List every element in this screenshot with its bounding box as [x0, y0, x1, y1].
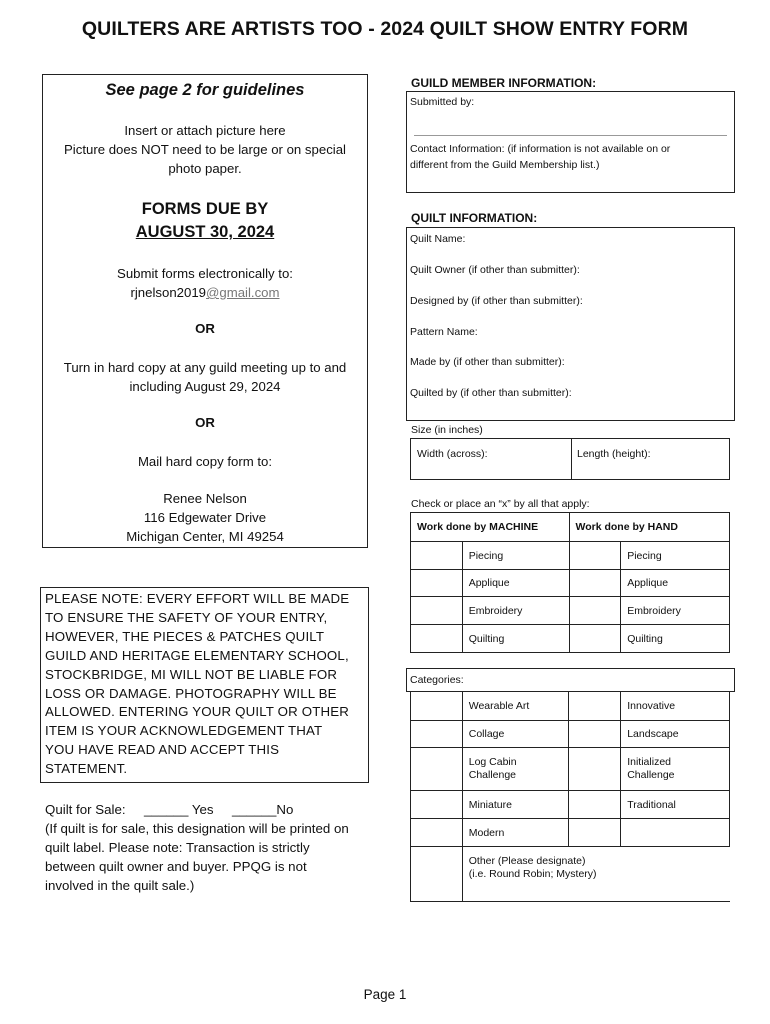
categories-label: Categories:: [410, 674, 464, 686]
machine-embroidery-checkbox[interactable]: [411, 597, 463, 625]
category-innovative: Innovative: [621, 692, 730, 721]
quilt-name-field[interactable]: Quilt Name:: [410, 233, 466, 245]
quilted-by-field[interactable]: Quilted by (if other than submitter):: [410, 387, 572, 399]
hand-embroidery-label: Embroidery: [621, 597, 730, 625]
machine-applique-label: Applique: [462, 570, 569, 597]
guild-info-box: [406, 91, 735, 193]
empty-checkbox[interactable]: [569, 819, 621, 847]
hand-embroidery-checkbox[interactable]: [569, 597, 621, 625]
length-field[interactable]: Length (height):: [577, 448, 651, 460]
designed-by-field[interactable]: Designed by (if other than submitter):: [410, 295, 583, 307]
hand-applique-checkbox[interactable]: [569, 570, 621, 597]
or-separator-1: OR: [195, 321, 215, 336]
category-miniature: Miniature: [462, 791, 569, 819]
sale-note-line: quilt label. Please note: Transaction is strictly: [45, 839, 310, 855]
note-line: LOSS OR DAMAGE. PHOTOGRAPHY WILL BE: [45, 685, 337, 701]
picture-instruction-3: photo paper.: [168, 161, 242, 176]
page-number: Page 1: [363, 987, 407, 1002]
submitted-by-field[interactable]: [414, 135, 727, 136]
traditional-checkbox[interactable]: [569, 791, 621, 819]
note-line: GUILD AND HERITAGE ELEMENTARY SCHOOL,: [45, 647, 349, 663]
category-log-cabin-challenge: Log Cabin Challenge: [462, 748, 569, 791]
other-checkbox[interactable]: [411, 847, 463, 902]
size-divider: [571, 438, 572, 480]
forms-due-heading: FORMS DUE BY: [141, 200, 269, 218]
email-user: rjnelson2019: [130, 285, 207, 300]
wearable-art-checkbox[interactable]: [411, 692, 463, 721]
landscape-checkbox[interactable]: [569, 721, 621, 748]
quilt-for-sale-section: [45, 801, 375, 896]
due-date-text: AUGUST 30, 2024: [135, 223, 275, 241]
note-line: TO ENSURE THE SAFETY OF YOUR ENTRY,: [45, 609, 328, 625]
due-date: [43, 221, 367, 244]
machine-applique-checkbox[interactable]: [411, 570, 463, 597]
sale-note-line: (If quilt is for sale, this designation will be printed on: [45, 820, 349, 836]
submitted-by-label: Submitted by:: [410, 96, 475, 108]
note-line: STOCKBRIDGE, MI WILL NOT BE LIABLE FOR: [45, 666, 338, 682]
work-done-table: [410, 512, 730, 653]
size-label: Size (in inches): [411, 424, 483, 436]
hand-piecing-checkbox[interactable]: [569, 542, 621, 570]
mail-heading: Mail hard copy form to:: [137, 454, 273, 469]
innovative-checkbox[interactable]: [569, 692, 621, 721]
category-other: Other (Please designate) (i.e. Round Robin; Mystery): [462, 847, 729, 902]
category-initialized-challenge: Initialized Challenge: [621, 748, 730, 791]
quilt-owner-field[interactable]: Quilt Owner (if other than submitter):: [410, 264, 580, 276]
pattern-name-field[interactable]: Pattern Name:: [410, 326, 478, 338]
category-collage: Collage: [462, 721, 569, 748]
machine-piecing-label: Piecing: [462, 542, 569, 570]
hard-copy-line-2: including August 29, 2024: [129, 379, 281, 394]
note-line: YOU HAVE READ AND ACCEPT THIS: [45, 742, 280, 758]
category-wearable-art: Wearable Art: [462, 692, 569, 721]
guidelines-note: See page 2 for guidelines: [105, 81, 305, 99]
email-link[interactable]: @gmail.com: [206, 285, 280, 300]
picture-instruction-2: Picture does NOT need to be large or on special: [64, 142, 346, 157]
quilt-info-heading: QUILT INFORMATION:: [411, 211, 538, 225]
contact-info-label-1: Contact Information: (if information is not available on or: [410, 143, 671, 155]
note-line: PLEASE NOTE: EVERY EFFORT WILL BE MADE: [45, 591, 350, 606]
picture-instruction-1: Insert or attach picture here: [124, 123, 286, 138]
miniature-checkbox[interactable]: [411, 791, 463, 819]
made-by-field[interactable]: Made by (if other than submitter):: [410, 356, 565, 368]
hand-header: Work done by HAND: [569, 513, 730, 542]
categories-header-box: [406, 668, 735, 692]
category-traditional: Traditional: [621, 791, 730, 819]
liability-note: [40, 587, 369, 783]
note-line: ALLOWED. ENTERING YOUR QUILT OR OTHER: [45, 704, 350, 720]
hand-piecing-label: Piecing: [621, 542, 730, 570]
note-line: ITEM IS YOUR ACKNOWLEDGEMENT THAT: [45, 723, 323, 739]
check-instruction: Check or place an “x” by all that apply:: [411, 498, 590, 510]
machine-quilting-label: Quilting: [462, 625, 569, 653]
quilt-for-sale-options[interactable]: Quilt for Sale: ______ Yes ______No: [45, 802, 294, 817]
category-landscape: Landscape: [621, 721, 730, 748]
initialized-checkbox[interactable]: [569, 748, 621, 791]
hand-applique-label: Applique: [621, 570, 730, 597]
modern-checkbox[interactable]: [411, 819, 463, 847]
email-address: [43, 283, 367, 302]
category-modern: Modern: [462, 819, 569, 847]
quilt-info-box: [406, 227, 735, 421]
hard-copy-line-1: Turn in hard copy at any guild meeting up to and: [63, 360, 347, 375]
machine-embroidery-label: Embroidery: [462, 597, 569, 625]
size-box: [410, 438, 730, 480]
log-cabin-checkbox[interactable]: [411, 748, 463, 791]
machine-piecing-checkbox[interactable]: [411, 542, 463, 570]
machine-header: Work done by MACHINE: [411, 513, 570, 542]
mail-name: Renee Nelson: [163, 491, 247, 506]
submission-info-box: [42, 74, 368, 548]
width-field[interactable]: Width (across):: [417, 448, 488, 460]
guild-info-heading: GUILD MEMBER INFORMATION:: [411, 76, 597, 90]
machine-quilting-checkbox[interactable]: [411, 625, 463, 653]
hand-quilting-label: Quilting: [621, 625, 730, 653]
contact-info-label-2: different from the Guild Membership list.): [410, 159, 600, 171]
mail-street: 116 Edgewater Drive: [143, 510, 267, 525]
note-line: HOWEVER, THE PIECES & PATCHES QUILT: [45, 628, 325, 644]
sale-note-line: involved in the quilt sale.): [45, 877, 195, 893]
note-line: STATEMENT.: [45, 761, 128, 777]
mail-city: Michigan Center, MI 49254: [126, 529, 284, 544]
or-separator-2: OR: [195, 415, 215, 430]
submit-electronically: Submit forms electronically to:: [117, 266, 293, 281]
form-title: QUILTERS ARE ARTISTS TOO - 2024 QUILT SHOW ENTRY FORM: [81, 18, 689, 40]
sale-note-line: between quilt owner and buyer. PPQG is not: [45, 858, 307, 874]
collage-checkbox[interactable]: [411, 721, 463, 748]
empty-cell: [621, 819, 730, 847]
hand-quilting-checkbox[interactable]: [569, 625, 621, 653]
categories-table: [410, 691, 730, 902]
